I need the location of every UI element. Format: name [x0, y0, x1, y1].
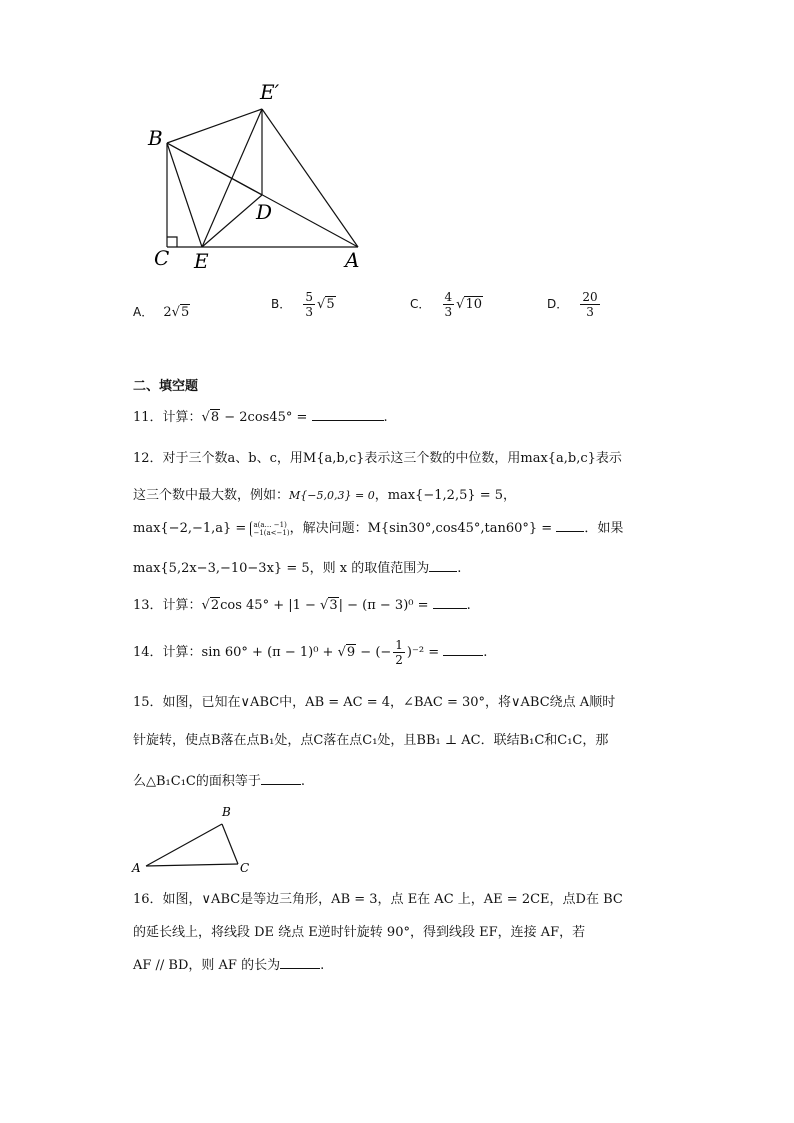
question-12-line-2: 这三个数中最大数，例如：M{−5,0,3} = 0，max{−1,2,5} = 5， [133, 488, 517, 503]
option-a-label: A． [133, 305, 154, 319]
section-title: 二、填空题 [133, 379, 199, 394]
question-13: 13．计算：√2cos 45° + |1 − √3| − (π − 3)⁰ = . [133, 598, 471, 613]
label-B: B [148, 126, 163, 150]
question-16-line-1: 16．如图，∨ABC是等边三角形，AB = 3，点 E在 AC 上，AE = 2CE，点D在 BC [133, 892, 623, 907]
option-a[interactable]: A． 2√5 [133, 305, 190, 320]
question-15-line-3: 么△B₁C₁C的面积等于 . [133, 774, 306, 789]
question-15-line-2: 针旋转，使点B落在点B₁处，点C落在点C₁处，且BB₁ ⊥ AC．联结B₁C和C₁C，那 [133, 733, 609, 748]
option-d[interactable] [547, 290, 602, 319]
segment-BC [222, 824, 238, 864]
q11-answer-blank[interactable] [312, 409, 384, 421]
option-b[interactable]: B． $\frac{5}{3}$ √5 [271, 290, 335, 319]
option-c[interactable]: C． $\frac{4}{3}$ √10 [410, 290, 483, 319]
geometry-figure-triangle [130, 800, 260, 880]
label-E-prime: E′ [260, 80, 280, 104]
segment-AC [146, 864, 238, 866]
option-d-label: D． [547, 297, 569, 311]
segment-AB [146, 824, 222, 866]
q12-answer-blank-1[interactable] [556, 520, 584, 532]
question-11: 11．计算：√8 − 2cos45° = . [133, 410, 388, 425]
small-label-B: B [222, 805, 231, 819]
segment-ED [202, 195, 262, 247]
question-12-line-1: 12．对于三个数a、b、c，用M{a,b,c}表示这三个数的中位数，用max{a,b,c}表示 [133, 451, 622, 466]
question-12-line-4: max{5,2x−3,−10−3x} = 5，则 x 的取值范围为 . [133, 561, 462, 576]
label-A: A [345, 248, 360, 272]
q12-answer-blank-2[interactable] [429, 560, 457, 572]
option-c-label: C． [410, 297, 431, 311]
small-label-C: C [240, 861, 250, 875]
q14-answer-blank[interactable] [443, 644, 483, 656]
q15-answer-blank[interactable] [261, 773, 301, 785]
option-b-label: B． [271, 297, 292, 311]
geometry-figure-main [140, 75, 380, 275]
label-E: E [194, 249, 209, 273]
q14-fraction: $\frac{1}{2}$ [395, 638, 403, 667]
option-b-radicand: 5 [326, 297, 335, 312]
option-d-fraction: $\frac{20}{3}$ [582, 290, 598, 319]
question-16-line-3: AF // BD，则 AF 的长为 . [133, 958, 325, 973]
segment-EprimeA [262, 109, 358, 247]
label-C: C [154, 246, 170, 270]
option-a-radicand: 5 [180, 305, 190, 320]
option-a-coef: 2 [163, 305, 172, 320]
option-c-radicand: 10 [465, 297, 483, 312]
option-b-fraction: $\frac{5}{3}$ [305, 290, 314, 319]
q13-answer-blank[interactable] [433, 597, 467, 609]
question-12-line-3: max{−2,−1,a} = a(a… −1) −1(a<−1) ，解决问题：M{sin30°,cos45°,tan60°} = ．如果 [133, 520, 624, 537]
piecewise-cases: a(a… −1) −1(a<−1) [250, 521, 289, 537]
q16-answer-blank[interactable] [280, 957, 320, 969]
question-15-line-1: 15．如图，已知在∨ABC中，AB = AC = 4，∠BAC = 30°，将∨ABC绕点 A顺时 [133, 695, 616, 710]
small-label-A: A [132, 861, 141, 875]
question-16-line-2: 的延长线上，将线段 DE 绕点 E逆时针旋转 90°，得到线段 EF，连接 AF，若 [133, 925, 586, 940]
label-D: D [256, 200, 273, 224]
segment-BEprime [167, 109, 262, 143]
question-14: 14．计算：sin 60° + (π − 1)⁰ + √9 − (− $\frac{1}{2}$ )⁻² = . [133, 638, 488, 667]
option-c-fraction: $\frac{4}{3}$ [444, 290, 453, 319]
